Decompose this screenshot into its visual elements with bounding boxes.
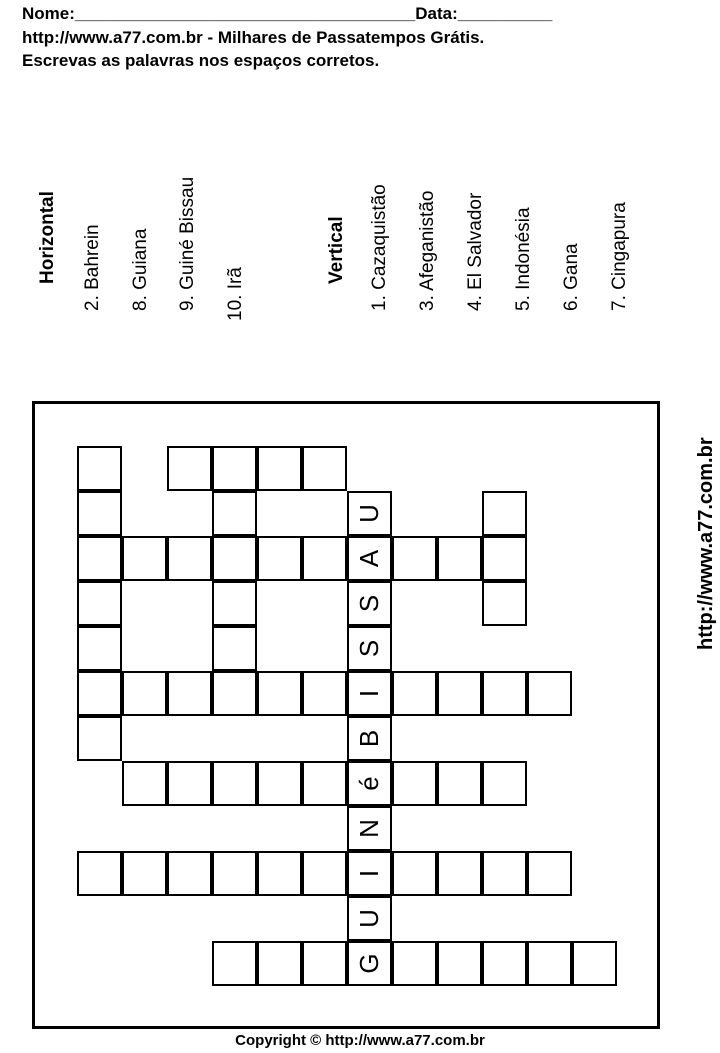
grid-letter: é (354, 776, 384, 791)
grid-letter: G (354, 953, 384, 974)
grid-cell[interactable] (392, 851, 437, 896)
grid-cell[interactable] (167, 851, 212, 896)
grid-cell[interactable] (77, 671, 122, 716)
grid-cell[interactable] (77, 716, 122, 761)
grid-cell[interactable] (437, 941, 482, 986)
grid-letter: A (354, 549, 384, 568)
grid-cell[interactable] (212, 446, 257, 491)
grid-letter: S (354, 639, 384, 658)
grid-cell[interactable] (77, 536, 122, 581)
grid-cell[interactable] (482, 491, 527, 536)
horizontal-clue-2: 8. Guiana (130, 228, 151, 311)
grid-cell[interactable] (257, 851, 302, 896)
grid-letter: N (354, 819, 384, 838)
copyright: Copyright © http://www.a77.com.br (235, 1032, 485, 1049)
grid-cell[interactable] (527, 941, 572, 986)
grid-cell[interactable] (122, 671, 167, 716)
grid-cell[interactable] (212, 761, 257, 806)
grid-cell[interactable] (437, 536, 482, 581)
grid-cell[interactable] (482, 761, 527, 806)
instruction-line: Escrevas as palavras nos espaços corretos. (22, 51, 380, 70)
grid-cell[interactable] (392, 671, 437, 716)
grid-cell[interactable] (527, 851, 572, 896)
grid-cell[interactable] (482, 581, 527, 626)
grid-cell[interactable] (572, 941, 617, 986)
grid-cell[interactable] (257, 761, 302, 806)
grid-cell[interactable] (257, 536, 302, 581)
grid-cell[interactable] (257, 941, 302, 986)
grid-cell[interactable] (167, 536, 212, 581)
grid-cell[interactable] (482, 671, 527, 716)
grid-cell[interactable] (212, 536, 257, 581)
grid-cell[interactable] (167, 761, 212, 806)
grid-cell[interactable] (122, 761, 167, 806)
grid-cell[interactable] (482, 941, 527, 986)
grid-cell[interactable] (212, 671, 257, 716)
vertical-clue-4: 5. Indonésia (513, 207, 534, 311)
grid-cell[interactable] (77, 581, 122, 626)
grid-cell[interactable] (77, 626, 122, 671)
grid-letter: U (354, 504, 384, 523)
horizontal-title: Horizontal (37, 191, 58, 284)
horizontal-clue-3: 9. Guiné Bissau (177, 176, 198, 311)
grid-cell[interactable] (392, 536, 437, 581)
side-url: http://www.a77.com.br (695, 437, 717, 650)
grid-cell[interactable] (437, 851, 482, 896)
site-line: http://www.a77.com.br - Milhares de Passatempos Grátis. (22, 28, 485, 47)
grid-cell[interactable] (212, 491, 257, 536)
vertical-clue-6: 7. Cingapura (609, 202, 630, 311)
grid-letter: I (354, 689, 384, 698)
grid-cell[interactable] (527, 671, 572, 716)
grid-cell[interactable] (437, 671, 482, 716)
vertical-clue-2: 3. Afeganistão (417, 190, 438, 311)
name-date-line: Nome:____________________________________Data:__________ (22, 4, 553, 23)
grid-cell[interactable] (392, 941, 437, 986)
grid-cell[interactable] (302, 941, 347, 986)
grid-cell[interactable] (302, 446, 347, 491)
grid-cell[interactable] (77, 491, 122, 536)
grid-cell[interactable] (257, 671, 302, 716)
grid-cell[interactable] (482, 536, 527, 581)
grid-cell[interactable] (122, 536, 167, 581)
vertical-clue-5: 6. Gana (561, 243, 582, 311)
grid-cell[interactable] (167, 671, 212, 716)
grid-cell[interactable] (257, 446, 302, 491)
grid-cell[interactable] (482, 851, 527, 896)
vertical-title: Vertical (326, 216, 347, 284)
grid-cell[interactable] (212, 626, 257, 671)
horizontal-clue-4: 10. Irã (225, 267, 246, 321)
horizontal-clue-1: 2. Bahrein (82, 224, 103, 311)
grid-cell[interactable] (302, 851, 347, 896)
grid-cell[interactable] (212, 941, 257, 986)
grid-cell[interactable] (437, 761, 482, 806)
grid-cell[interactable] (302, 671, 347, 716)
grid-cell[interactable] (212, 851, 257, 896)
grid-cell[interactable] (302, 761, 347, 806)
grid-letter: U (354, 909, 384, 928)
grid-cell[interactable] (77, 851, 122, 896)
vertical-clue-3: 4. El Salvador (465, 192, 486, 311)
grid-cell[interactable] (122, 851, 167, 896)
grid-cell[interactable] (167, 446, 212, 491)
grid-cell[interactable] (77, 446, 122, 491)
grid-letter: I (354, 869, 384, 878)
grid-letter: B (354, 729, 384, 748)
grid-cell[interactable] (302, 536, 347, 581)
vertical-clue-1: 1. Cazaquistão (369, 184, 390, 311)
grid-cell[interactable] (212, 581, 257, 626)
grid-cell[interactable] (392, 761, 437, 806)
grid-letter: S (354, 594, 384, 613)
